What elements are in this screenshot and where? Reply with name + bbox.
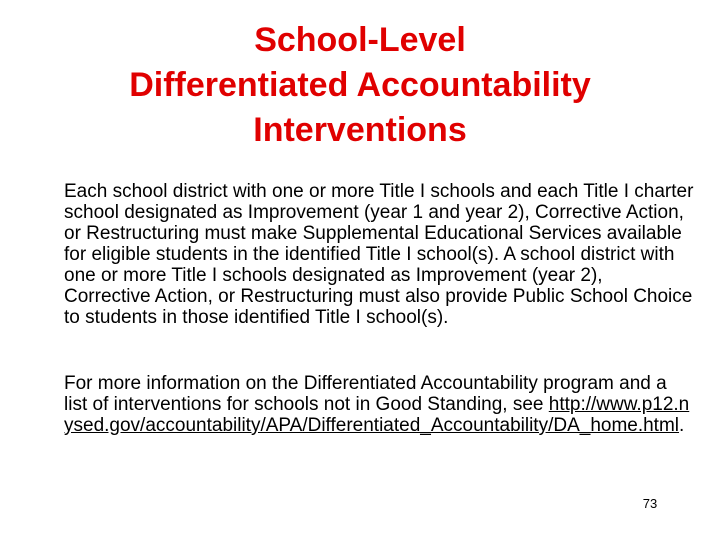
slide-number: 73 [642,496,658,511]
da-program-link[interactable]: http://www.p12.nysed.gov/accountability/APA/Differentiated_Accountability/DA_home.html [64,394,690,436]
title-line-2: Differentiated Accountability [129,66,591,104]
paragraph-more-info [64,373,694,436]
paragraph-services: Each school district with one or more Title I schools and each Title I charter school designated as Improvement (year 1 and year 2), Corrective Action, or Restructuring must make Supplemental Educational Services available for eligible students in the identified Title I school(s). A school district with one or more Title I schools designated as Improvement (year 2), Corrective Action, or Restructuring must also provide Public School Choice to students in those identified Title I school(s). [64,181,694,328]
title-line-3: Interventions [253,111,467,149]
slide-title [40,18,680,153]
more-info-period: . [679,415,685,436]
more-info-text: For more information on the Differentiated Accountability program and a list of interventions for schools not in Good Standing, see [64,373,667,415]
title-line-1: School-Level [254,21,466,59]
